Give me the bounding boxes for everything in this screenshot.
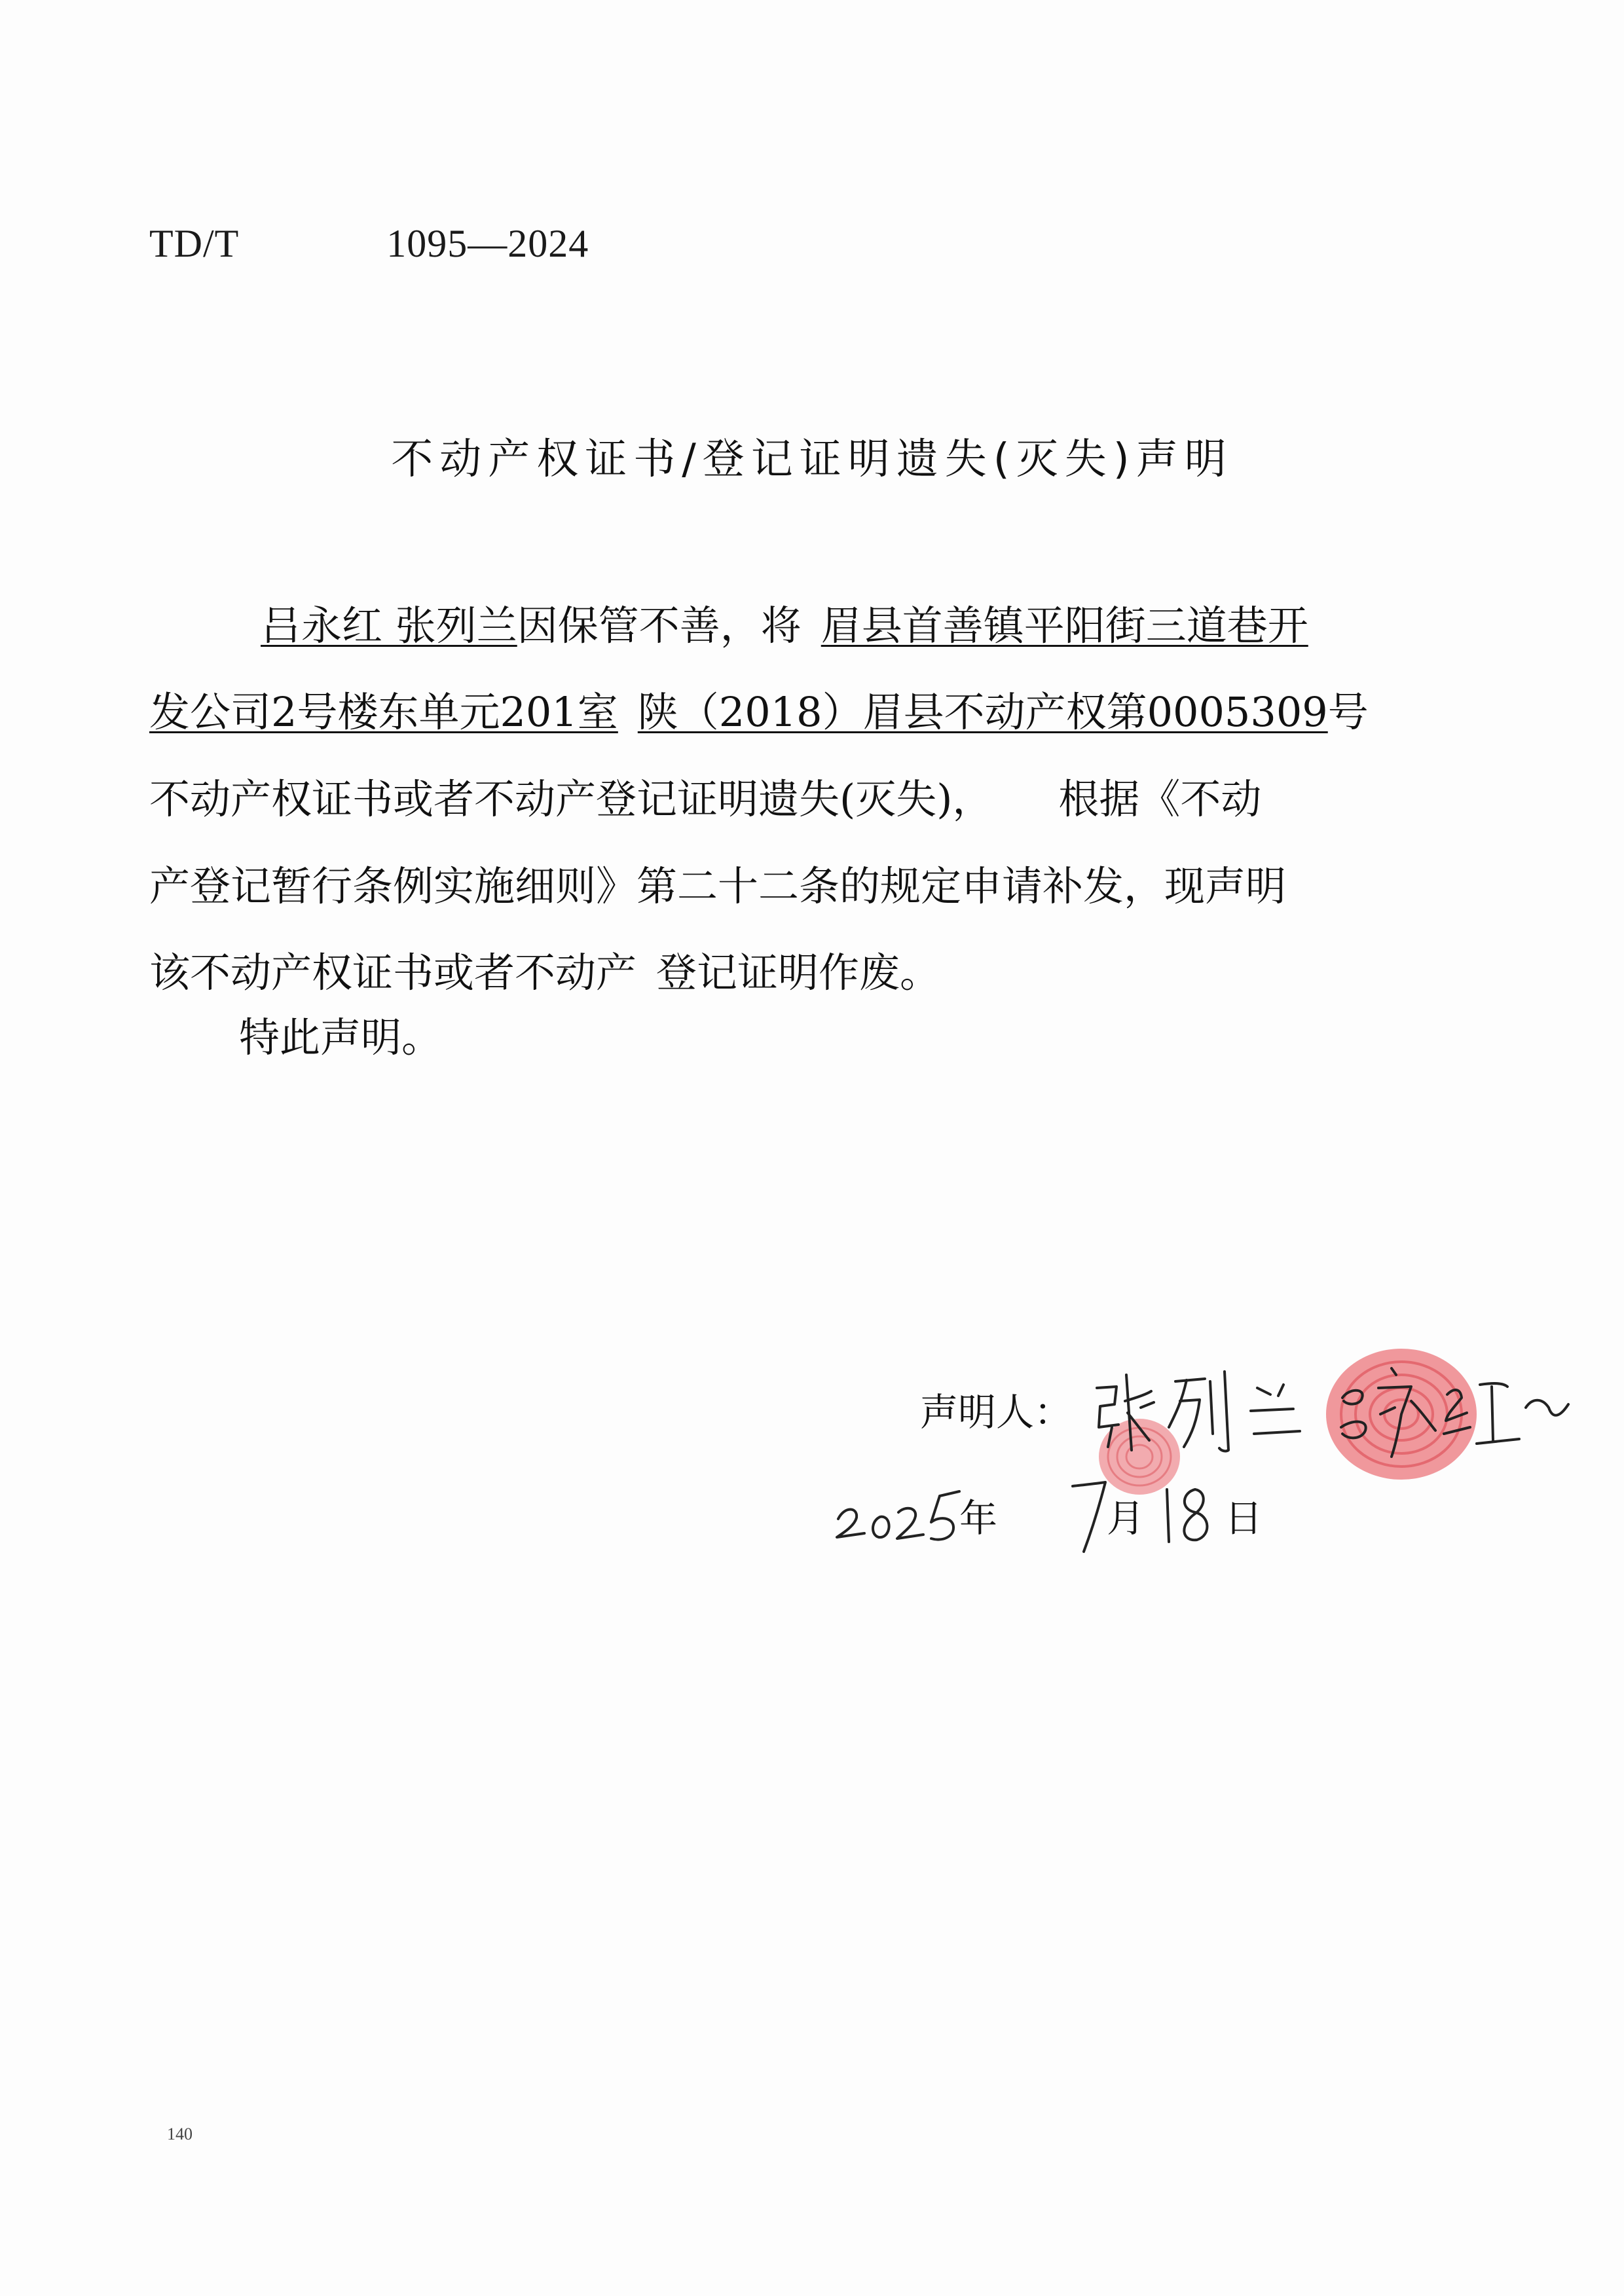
body-line-3 (149, 775, 1262, 823)
body-line-5 (149, 949, 941, 996)
declaration-date (819, 1460, 1277, 1565)
date-month-unit: 月 (1107, 1496, 1145, 1540)
property-address-start: 眉县首善镇平阳街三道巷开 (821, 602, 1308, 649)
owner-names: 吕永红 张列兰 (261, 602, 517, 649)
body-line-3-text2: 根据《不动 (1058, 775, 1262, 823)
body-line-5-text2: 登记证明作废。 (656, 949, 941, 996)
reason-text: 因保管不善，将 (517, 602, 802, 649)
certificate-number: 陕（2018）眉县不动产权第0005309 (637, 688, 1328, 736)
closing-statement: 特此声明。 (239, 1013, 443, 1061)
property-address-end: 发公司2号楼东单元201室 (149, 688, 618, 736)
standard-code: TD/T (149, 222, 239, 265)
body-line-4: 产登记暂行条例实施细则》第二十二条的规定申请补发，现声明 (149, 862, 1287, 910)
body-line-1 (261, 602, 1308, 649)
date-year-unit: 年 (959, 1496, 998, 1540)
body-line-5-text: 该不动产权证书或者不动产 (149, 949, 637, 996)
date-day-unit: 日 (1225, 1496, 1263, 1540)
declarant-label: 声明人： (920, 1390, 1073, 1434)
handwritten-date-digits (819, 1460, 1277, 1565)
body-line-2 (149, 688, 1369, 736)
standard-header (149, 221, 589, 266)
page-number: 140 (167, 2124, 193, 2143)
standard-number: 1095—2024 (386, 222, 589, 265)
certificate-suffix: 号 (1327, 688, 1369, 736)
document-title: 不动产权证书/登记证明遗失(灭失)声明 (391, 435, 1233, 484)
body-line-3-text: 不动产权证书或者不动产登记证明遗失(灭失)， (149, 775, 993, 823)
